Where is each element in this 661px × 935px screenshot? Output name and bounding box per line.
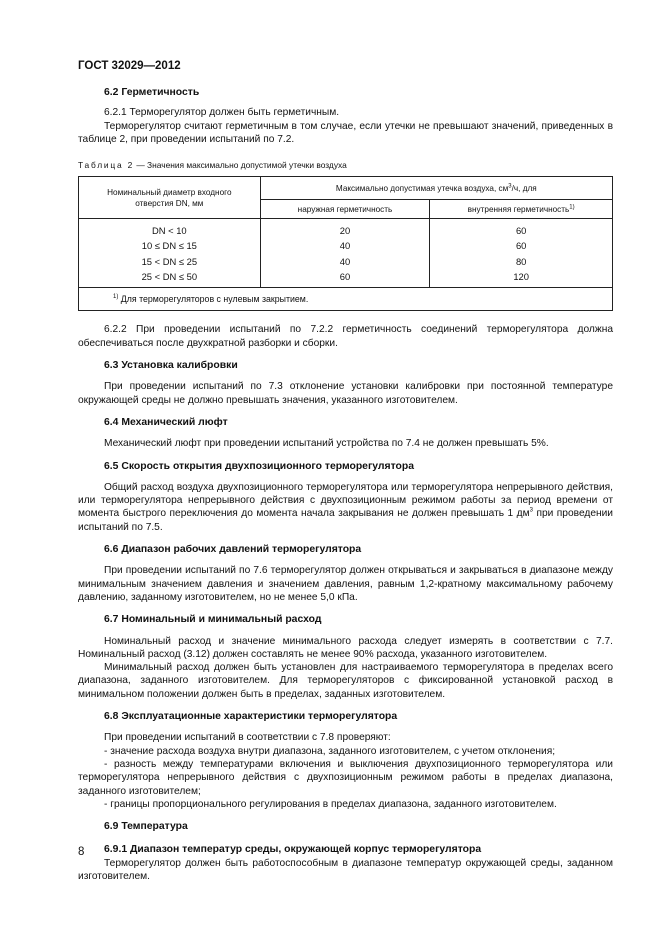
- table-2: [78, 176, 613, 311]
- col-header-group-text: Максимально допустимая утечка воздуха, см: [335, 183, 509, 193]
- col-header-group-unit: /ч, для: [511, 183, 537, 193]
- paragraph-6-2-1-cont: Терморегулятор считают герметичным в том случае, если утечки не превышают значений, приведенных в таблице 2, при проведении испытаний по 7.2.: [78, 120, 613, 145]
- col-header-outer: наружная герметичность: [260, 200, 430, 219]
- section-6-6-heading: 6.6 Диапазон рабочих давлений терморегулятора: [104, 544, 362, 556]
- paragraph-6-8-intro: При проведении испытаний в соответствии с 7.8 проверяют:: [104, 732, 391, 744]
- section-6-2-heading: 6.2 Герметичность: [104, 87, 200, 98]
- paragraph-6-2-1: 6.2.1 Терморегулятор должен быть герметичным.: [104, 107, 340, 119]
- section-6-9-1-heading: 6.9.1 Диапазон температур среды, окружающей корпус терморегулятора: [104, 844, 482, 856]
- section-6-5-heading: 6.5 Скорость открытия двухпозиционного терморегулятора: [104, 460, 415, 472]
- table-row: [79, 238, 613, 254]
- cell-dn: 10 ≤ DN ≤ 15: [79, 238, 261, 254]
- paragraph-6-4: Механический люфт при проведении испытаний устройства по 7.4 не должен превышать 5%.: [104, 438, 549, 450]
- table-row: [79, 219, 613, 238]
- paragraph-6-5-tail: при проведении испытаний по 7.5.: [78, 508, 613, 533]
- table-2-caption: [78, 159, 613, 172]
- col-header-group-sup: 3: [508, 183, 512, 190]
- paragraph-6-5-sup: 3: [529, 508, 533, 515]
- paragraph-6-5-text: Общий расход воздуха двухпозиционного терморегулятора или терморегулятора непрерывного действия, или терморегулятора непрерывного действия с двухпозиционным режимом работы за период времени от момента быстрого переключения до момента начала закрывания не должен превышать 1 дм: [78, 481, 613, 520]
- page-number: 8: [78, 846, 85, 858]
- table-row: [79, 269, 613, 288]
- paragraph-6-5: [78, 481, 613, 534]
- paragraph-6-7-a: Номинальный расход и значение минимального расхода следует измерять в соответствии с 7.7. Номинальный расход (3.12) должен составлять не менее 90% расхода, указанного изготовителем.: [78, 635, 613, 660]
- main-text-column: [78, 86, 613, 883]
- footnote-text: Для терморегуляторов с нулевым закрытием.: [118, 293, 309, 304]
- col-header-dn: [79, 177, 261, 219]
- paragraph-6-2-2: 6.2.2 При проведении испытаний по 7.2.2 герметичность соединений терморегулятора должна обеспечиваться после двухкратной разборки и сборки.: [78, 324, 613, 349]
- section-6-8-heading: 6.8 Эксплуатационные характеристики терморегулятора: [104, 711, 398, 723]
- list-item: - границы пропорционального регулирования в пределах диапазона, заданного изготовителем.: [104, 798, 557, 810]
- col-header-dn-line1: Номинальный диаметр входного: [107, 187, 232, 197]
- section-6-3-heading: 6.3 Установка калибровки: [104, 360, 238, 372]
- cell-inner: 60: [430, 219, 613, 238]
- cell-inner: 80: [430, 253, 613, 269]
- section-6-4-heading: 6.4 Механический люфт: [104, 416, 228, 428]
- paragraph-6-3: При проведении испытаний по 7.3 отклонение установки калибровки при постоянной температуре окружающей среды не должно превышать значения, указанного изготовителем.: [78, 381, 613, 406]
- section-6-9-heading: 6.9 Температура: [104, 821, 188, 833]
- table-header-row: [79, 177, 613, 200]
- table-row: [79, 253, 613, 269]
- col-header-inner-sup: 1): [569, 204, 575, 211]
- cell-dn: 15 < DN ≤ 25: [79, 253, 261, 269]
- page-header-title: ГОСТ 32029—2012: [78, 60, 181, 72]
- list-item: - разность между температурами включения и выключения двухпозиционного терморегулятора или терморегулятора непрерывного действия с двухпозиционным режимом работы в пределах диапазона, заданного изготовителем;: [78, 758, 613, 797]
- cell-outer: 60: [260, 269, 430, 288]
- table-2-caption-label: Таблица 2: [78, 160, 135, 171]
- section-6-7-heading: 6.7 Номинальный и минимальный расход: [104, 614, 322, 626]
- cell-dn: 25 < DN ≤ 50: [79, 269, 261, 288]
- footnote-mark: 1): [113, 293, 119, 300]
- paragraph-6-7-b: Минимальный расход должен быть установлен для настраиваемого терморегулятора в пределах всего диапазона, заданного изготовителем. Для терморегуляторов с фиксированной установкой расход в минимальном положении должен быть в пределах, заданных изготовителем.: [78, 662, 613, 700]
- table-footnote: [79, 288, 613, 311]
- cell-inner: 60: [430, 238, 613, 254]
- cell-outer: 40: [260, 238, 430, 254]
- list-item: - значение расхода воздуха внутри диапазона, заданного изготовителем, с учетом отклонения;: [104, 745, 556, 757]
- col-header-inner: [430, 200, 613, 219]
- paragraph-6-6: При проведении испытаний по 7.6 терморегулятор должен открываться и закрываться в диапазоне между минимальным значением давления и значением давления, равным 1,2-кратному максимальному рабочему давлению, заданному изготовителем, но не менее 5,0 кПа.: [78, 565, 613, 603]
- cell-outer: 20: [260, 219, 430, 238]
- cell-dn: DN < 10: [79, 219, 261, 238]
- col-header-group: [260, 177, 612, 200]
- paragraph-6-9-1: Терморегулятор должен быть работоспособным в диапазоне температур окружающей среды, заданном изготовителем.: [78, 857, 613, 882]
- cell-inner: 120: [430, 269, 613, 288]
- table-2-caption-text: — Значения максимально допустимой утечки воздуха: [134, 160, 347, 171]
- cell-outer: 40: [260, 253, 430, 269]
- table-footnote-row: [79, 288, 613, 311]
- col-header-inner-text: внутренняя герметичность: [467, 204, 570, 214]
- col-header-dn-line2: отверстия DN, мм: [135, 198, 204, 208]
